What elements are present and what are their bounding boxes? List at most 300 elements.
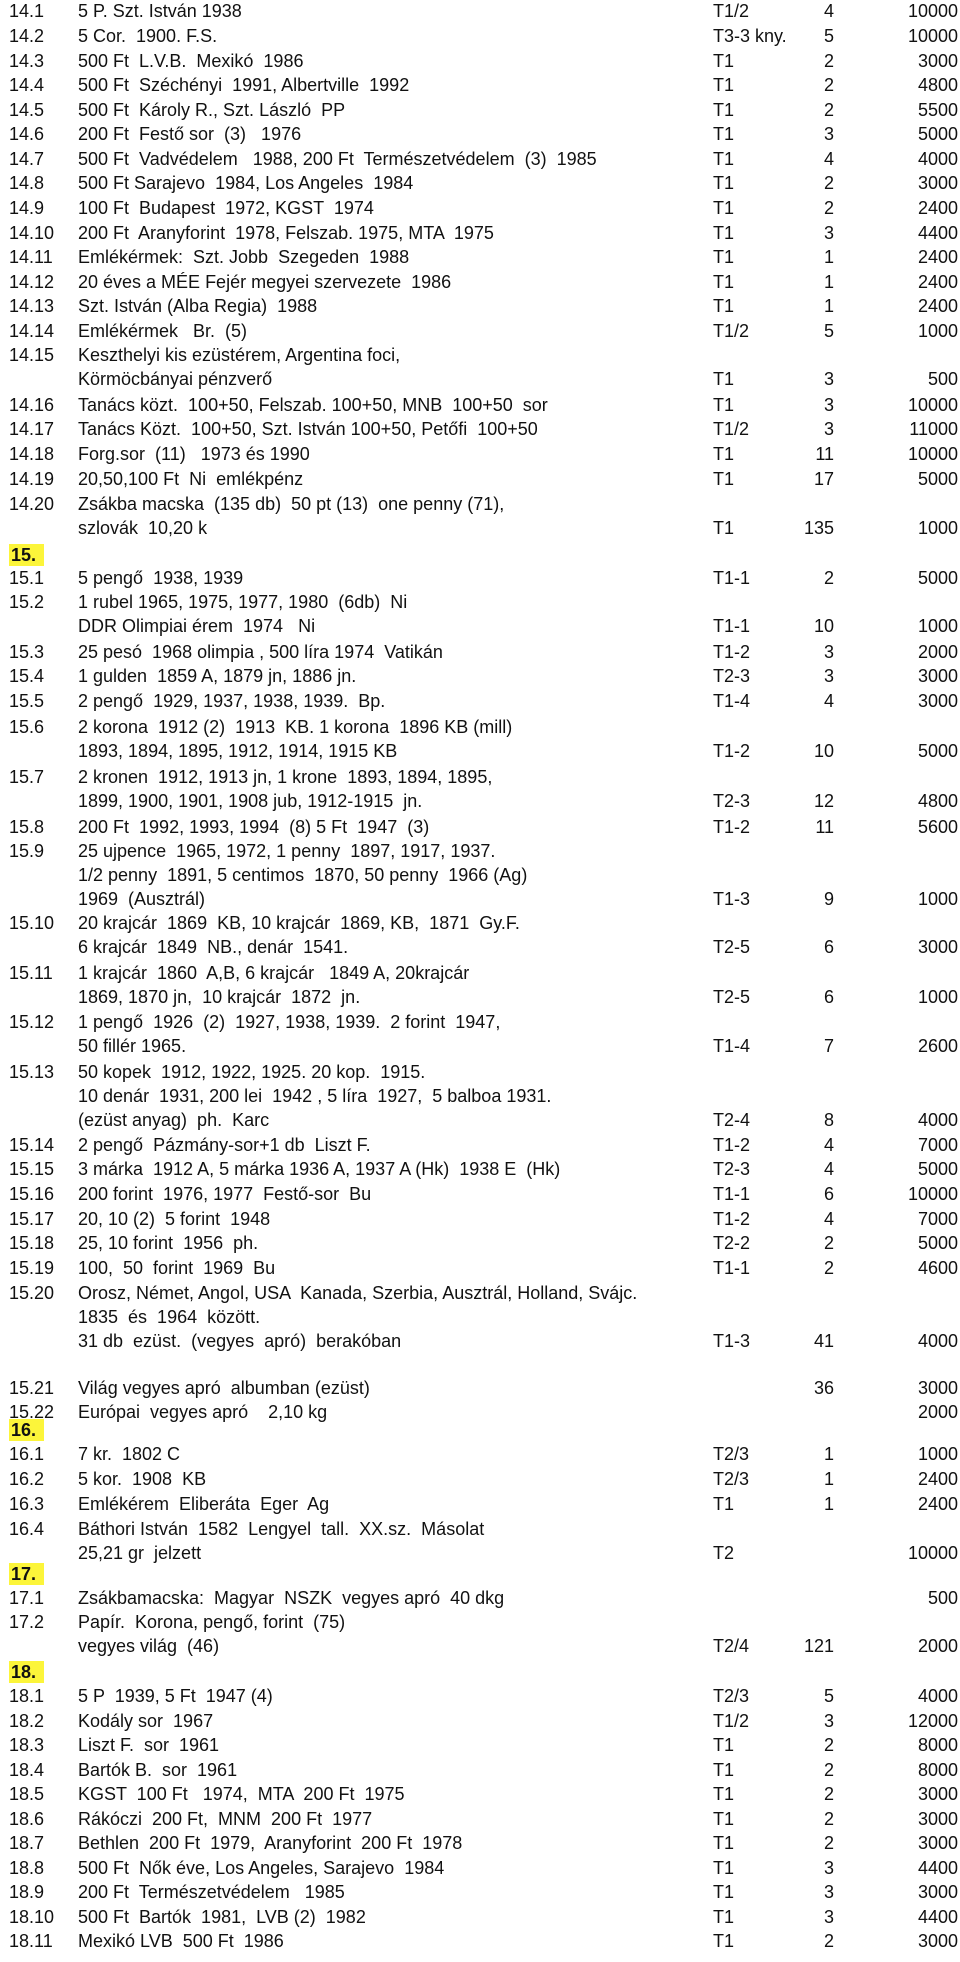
lot-description: Papír. Korona, pengő, forint (75) [78, 1612, 346, 1632]
lot-row [0, 716, 960, 764]
lot-description: 1969 (Ausztrál) [78, 889, 206, 909]
lot-grade: T1-2 [713, 741, 751, 761]
lot-number: 16.2 [9, 1469, 45, 1489]
lot-row [0, 1158, 960, 1182]
lot-number: 15.15 [9, 1159, 55, 1179]
lot-number: 18.10 [9, 1907, 55, 1927]
lot-quantity: 1 [823, 1444, 834, 1464]
lot-description: Liszt F. sor 1961 [78, 1735, 220, 1755]
lot-row [0, 641, 960, 665]
lot-row [0, 1783, 960, 1807]
lot-price: 1000 [917, 616, 958, 636]
lot-description: Európai vegyes apró 2,10 kg [78, 1402, 328, 1422]
lot-quantity: 17 [813, 469, 834, 489]
lot-number: 14.4 [9, 75, 45, 95]
lot-description: Bethlen 200 Ft 1979, Aranyforint 200 Ft 1978 [78, 1833, 463, 1853]
lot-description: 20 krajcár 1869 KB, 10 krajcár 1869, KB, 1871 Gy.F. [78, 913, 520, 933]
lot-grade: T1-4 [713, 1036, 751, 1056]
lot-number: 15.16 [9, 1184, 55, 1204]
lot-price: 4000 [917, 1110, 958, 1130]
lot-number: 17.1 [9, 1588, 45, 1608]
lot-quantity: 5 [823, 321, 834, 341]
lot-quantity: 9 [823, 889, 834, 909]
lot-row [0, 1857, 960, 1881]
lot-quantity: 3 [823, 369, 834, 389]
section-marker-17: 17. [9, 1563, 44, 1585]
lot-row [0, 320, 960, 344]
lot-description: Emlékérmek Br. (5) [78, 321, 248, 341]
lot-price: 10000 [907, 1, 958, 21]
lot-number: 18.8 [9, 1858, 45, 1878]
lot-description: 2 pengő Pázmány-sor+1 db Liszt F. [78, 1135, 371, 1155]
lot-number: 16.4 [9, 1519, 45, 1539]
lot-grade: T1-3 [713, 1331, 751, 1351]
lot-row [0, 1710, 960, 1734]
lot-row [0, 1377, 960, 1401]
lot-description: DDR Olimpiai érem 1974 Ni [78, 616, 316, 636]
lot-price: 8000 [917, 1760, 958, 1780]
section-row-15 [0, 544, 960, 566]
lot-price: 5600 [917, 817, 958, 837]
lot-description: Kodály sor 1967 [78, 1711, 214, 1731]
lot-description: Tanács közt. 100+50, Felszab. 100+50, MNB 100+50 sor [78, 395, 548, 415]
lot-row [0, 222, 960, 246]
lot-description: Mexikó LVB 500 Ft 1986 [78, 1931, 284, 1951]
lot-grade: T1 [713, 1760, 735, 1780]
lot-price: 3000 [917, 666, 958, 686]
lot-grade: T1 [713, 173, 735, 193]
lot-quantity: 3 [823, 1907, 834, 1927]
lot-price: 3000 [917, 173, 958, 193]
lot-row [0, 1232, 960, 1256]
lot-price: 1000 [917, 889, 958, 909]
lot-grade: T1 [713, 1494, 735, 1514]
lot-description: Emlékérem Eliberáta Eger Ag [78, 1494, 330, 1514]
lot-price: 1000 [917, 987, 958, 1007]
lot-grade: T1 [713, 296, 735, 316]
lot-grade: T1/2 [713, 321, 750, 341]
lot-description: Világ vegyes apró albumban (ezüst) [78, 1378, 370, 1398]
lot-description: 25,21 gr jelzett [78, 1543, 202, 1563]
lot-quantity: 2 [823, 1809, 834, 1829]
lot-grade: T1-1 [713, 616, 751, 636]
lot-description: 3 márka 1912 A, 5 márka 1936 A, 1937 A (Hk) 1938 E (Hk) [78, 1159, 561, 1179]
section-row-18 [0, 1661, 960, 1683]
lot-row [0, 271, 960, 295]
lot-quantity: 4 [823, 149, 834, 169]
lot-grade: T2/4 [713, 1636, 750, 1656]
lot-row [0, 25, 960, 49]
lot-quantity: 1 [823, 296, 834, 316]
lot-description: KGST 100 Ft 1974, MTA 200 Ft 1975 [78, 1784, 405, 1804]
lot-row [0, 1134, 960, 1158]
lot-grade: T1 [713, 1931, 735, 1951]
lot-grade: T1 [713, 1882, 735, 1902]
lot-price: 4400 [917, 1858, 958, 1878]
lot-grade: T1 [713, 149, 735, 169]
lot-price: 10000 [907, 26, 958, 46]
lot-price: 12000 [907, 1711, 958, 1731]
lot-price: 1000 [917, 518, 958, 538]
lot-description: Szt. István (Alba Regia) 1988 [78, 296, 318, 316]
lot-grade: T2-5 [713, 987, 751, 1007]
section-row-17 [0, 1563, 960, 1585]
lot-grade: T2-3 [713, 791, 751, 811]
lot-grade: T1 [713, 1735, 735, 1755]
lot-number: 18.1 [9, 1686, 45, 1706]
lot-grade: T1 [713, 518, 735, 538]
lot-description: 5 Cor. 1900. F.S. [78, 26, 218, 46]
lot-price: 7000 [917, 1209, 958, 1229]
lot-number: 18.3 [9, 1735, 45, 1755]
lot-quantity: 6 [823, 987, 834, 1007]
lot-description: 500 Ft Bartók 1981, LVB (2) 1982 [78, 1907, 366, 1927]
lot-price: 11000 [909, 419, 958, 439]
lot-number: 15.13 [9, 1062, 55, 1082]
lot-description: 25 pesó 1968 olimpia , 500 líra 1974 Vatikán [78, 642, 443, 662]
lot-row [0, 443, 960, 467]
lot-description: 1 gulden 1859 A, 1879 jn, 1886 jn. [78, 666, 357, 686]
lot-description: 200 Ft 1992, 1993, 1994 (8) 5 Ft 1947 (3) [78, 817, 430, 837]
lot-description: Zsákba macska (135 db) 50 pt (13) one penny (71), [78, 494, 505, 514]
lot-price: 10000 [907, 395, 958, 415]
lot-grade: T1 [713, 395, 735, 415]
lot-description: 500 Ft Széchényi 1991, Albertville 1992 [78, 75, 410, 95]
lot-description: 200 forint 1976, 1977 Festő-sor Bu [78, 1184, 372, 1204]
lot-quantity: 2 [823, 198, 834, 218]
lot-price: 3000 [917, 1931, 958, 1951]
lot-grade: T1 [713, 444, 735, 464]
lot-row [0, 148, 960, 172]
lot-number: 14.7 [9, 149, 45, 169]
lot-description: 200 Ft Festő sor (3) 1976 [78, 124, 302, 144]
lot-description: Tanács Közt. 100+50, Szt. István 100+50, Petőfi 100+50 [78, 419, 538, 439]
lot-description: 25, 10 forint 1956 ph. [78, 1233, 259, 1253]
lot-number: 15.1 [9, 568, 45, 588]
lot-number: 14.13 [9, 296, 55, 316]
lot-description: 7 kr. 1802 C [78, 1444, 181, 1464]
lot-row [0, 1881, 960, 1905]
lot-grade: T3-3 kny. [713, 26, 787, 46]
lot-row [0, 1611, 960, 1659]
lot-quantity: 3 [823, 1858, 834, 1878]
lot-number: 14.20 [9, 494, 55, 514]
lot-description: 5 P 1939, 5 Ft 1947 (4) [78, 1686, 273, 1706]
lot-quantity: 2 [823, 100, 834, 120]
lot-number: 14.17 [9, 419, 55, 439]
lot-description: Forg.sor (11) 1973 és 1990 [78, 444, 310, 464]
lot-price: 1000 [917, 1444, 958, 1464]
lot-quantity: 3 [823, 395, 834, 415]
lot-grade: T1 [713, 75, 735, 95]
lot-row [0, 493, 960, 541]
lot-price: 2400 [917, 247, 958, 267]
lot-quantity: 12 [813, 791, 834, 811]
lot-grade: T1/2 [713, 1711, 750, 1731]
lot-description: Orosz, Német, Angol, USA Kanada, Szerbia, Ausztrál, Holland, Svájc. [78, 1283, 638, 1303]
lot-price: 500 [927, 369, 958, 389]
lot-number: 14.19 [9, 469, 55, 489]
lot-row [0, 0, 960, 24]
lot-quantity: 2 [823, 1784, 834, 1804]
lot-row [0, 197, 960, 221]
lot-price: 4000 [917, 149, 958, 169]
lot-row [0, 1930, 960, 1954]
lot-grade: T1-1 [713, 568, 751, 588]
lot-number: 15.14 [9, 1135, 55, 1155]
lot-description: Körmöcbányai pénzverő [78, 369, 273, 389]
lot-number: 14.2 [9, 26, 45, 46]
lot-number: 15.10 [9, 913, 55, 933]
lot-price: 5000 [917, 741, 958, 761]
lot-quantity: 2 [823, 75, 834, 95]
lot-price: 2400 [917, 296, 958, 316]
lot-price: 500 [927, 1588, 958, 1608]
section-marker-16: 16. [9, 1419, 44, 1441]
lot-description: 2 kronen 1912, 1913 jn, 1 krone 1893, 1894, 1895, [78, 767, 493, 787]
lot-grade: T1 [713, 272, 735, 292]
lot-grade: T1 [713, 100, 735, 120]
lot-quantity: 4 [823, 691, 834, 711]
lot-grade: T1/2 [713, 1, 750, 21]
lot-description: 1 krajcár 1860 A,B, 6 krajcár 1849 A, 20krajcár [78, 963, 470, 983]
lot-row [0, 1685, 960, 1709]
lot-grade: T1 [713, 469, 735, 489]
lot-quantity: 10 [813, 616, 834, 636]
lot-row [0, 74, 960, 98]
lot-price: 5500 [917, 100, 958, 120]
lot-row [0, 1468, 960, 1492]
lot-number: 15.3 [9, 642, 45, 662]
lot-quantity: 2 [823, 1833, 834, 1853]
lot-price: 5000 [917, 469, 958, 489]
lot-number: 14.6 [9, 124, 45, 144]
lot-number: 14.14 [9, 321, 55, 341]
lot-description: szlovák 10,20 k [78, 518, 208, 538]
lot-grade: T1-1 [713, 1258, 751, 1278]
lot-price: 4000 [917, 1331, 958, 1351]
lot-number: 15.17 [9, 1209, 55, 1229]
lot-description: 2 korona 1912 (2) 1913 KB. 1 korona 1896 KB (mill) [78, 717, 513, 737]
lot-description: 200 Ft Aranyforint 1978, Felszab. 1975, MTA 1975 [78, 223, 494, 243]
lot-grade: T2-3 [713, 1159, 751, 1179]
lot-quantity: 2 [823, 1760, 834, 1780]
lot-quantity: 2 [823, 1735, 834, 1755]
lot-row [0, 295, 960, 319]
lot-grade: T1 [713, 1784, 735, 1804]
lot-row [0, 1759, 960, 1783]
lot-row [0, 1257, 960, 1281]
lot-description: 500 Ft Vadvédelem 1988, 200 Ft Természetvédelem (3) 1985 [78, 149, 597, 169]
lot-number: 16.3 [9, 1494, 45, 1514]
lot-grade: T1 [713, 1809, 735, 1829]
lot-grade: T1-2 [713, 1135, 751, 1155]
lot-row [0, 912, 960, 960]
lot-grade: T1-2 [713, 1209, 751, 1229]
lot-description: 500 Ft Károly R., Szt. László PP [78, 100, 346, 120]
lot-number: 15.8 [9, 817, 45, 837]
lot-price: 3000 [917, 1833, 958, 1853]
lot-row [0, 1493, 960, 1517]
lot-price: 4600 [917, 1258, 958, 1278]
lot-quantity: 7 [823, 1036, 834, 1056]
lot-price: 3000 [917, 1378, 958, 1398]
lot-number: 15.22 [9, 1402, 55, 1422]
lot-price: 2000 [917, 1636, 958, 1656]
lot-row [0, 1443, 960, 1467]
lot-description: 200 Ft Természetvédelem 1985 [78, 1882, 345, 1902]
lot-row [0, 172, 960, 196]
lot-price: 4400 [917, 223, 958, 243]
lot-description: 10 denár 1931, 200 lei 1942 , 5 líra 1927, 5 balboa 1931. [78, 1086, 552, 1106]
lot-grade: T1-1 [713, 1184, 751, 1204]
lot-quantity: 1 [823, 247, 834, 267]
lot-quantity: 2 [823, 51, 834, 71]
lot-grade: T1 [713, 51, 735, 71]
lot-number: 14.10 [9, 223, 55, 243]
lot-price: 3000 [917, 1809, 958, 1829]
lot-number: 14.1 [9, 1, 45, 21]
lot-price: 3000 [917, 1784, 958, 1804]
lot-description: 1893, 1894, 1895, 1912, 1914, 1915 KB [78, 741, 398, 761]
lot-row [0, 690, 960, 714]
lot-number: 15.4 [9, 666, 45, 686]
lot-price: 3000 [917, 1882, 958, 1902]
lot-row [0, 1906, 960, 1930]
section-marker-15: 15. [9, 544, 44, 566]
lot-number: 18.2 [9, 1711, 45, 1731]
lot-quantity: 5 [823, 26, 834, 46]
lot-grade: T2/3 [713, 1686, 750, 1706]
lot-price: 4000 [917, 1686, 958, 1706]
lot-quantity: 5 [823, 1686, 834, 1706]
lot-quantity: 1 [823, 272, 834, 292]
lot-description: 1/2 penny 1891, 5 centimos 1870, 50 penny 1966 (Ag) [78, 865, 528, 885]
lot-description: Emlékérmek: Szt. Jobb Szegeden 1988 [78, 247, 410, 267]
lot-quantity: 4 [823, 1, 834, 21]
lot-number: 18.5 [9, 1784, 45, 1804]
lot-row [0, 1183, 960, 1207]
lot-price: 3000 [917, 937, 958, 957]
lot-grade: T1 [713, 1833, 735, 1853]
lot-grade: T1-4 [713, 691, 751, 711]
lot-description: (ezüst anyag) ph. Karc [78, 1110, 270, 1130]
lot-grade: T2-2 [713, 1233, 751, 1253]
lot-number: 14.11 [9, 247, 53, 267]
lot-price: 4400 [917, 1907, 958, 1927]
lot-description: 100, 50 forint 1969 Bu [78, 1258, 276, 1278]
lot-price: 10000 [907, 1184, 958, 1204]
lot-grade: T1 [713, 1907, 735, 1927]
lot-quantity: 6 [823, 937, 834, 957]
lot-number: 14.5 [9, 100, 45, 120]
lot-number: 18.4 [9, 1760, 45, 1780]
lot-description: Bartók B. sor 1961 [78, 1760, 238, 1780]
lot-quantity: 4 [823, 1209, 834, 1229]
lot-quantity: 4 [823, 1159, 834, 1179]
lot-description: 5 P. Szt. István 1938 [78, 1, 242, 21]
lot-grade: T2-5 [713, 937, 751, 957]
lot-row [0, 123, 960, 147]
lot-price: 2000 [917, 642, 958, 662]
lot-quantity: 36 [813, 1378, 834, 1398]
lot-description: 25 ujpence 1965, 1972, 1 penny 1897, 1917, 1937. [78, 841, 496, 861]
lot-quantity: 2 [823, 1931, 834, 1951]
lot-description: 20,50,100 Ft Ni emlékpénz [78, 469, 304, 489]
lot-row [0, 1734, 960, 1758]
lot-number: 15.9 [9, 841, 45, 861]
lot-price: 5000 [917, 124, 958, 144]
lot-quantity: 6 [823, 1184, 834, 1204]
lot-number: 15.20 [9, 1283, 55, 1303]
lot-number: 15.5 [9, 691, 45, 711]
lot-quantity: 11 [815, 817, 834, 837]
lot-row [0, 1518, 960, 1566]
lot-grade: T1-2 [713, 642, 751, 662]
lot-quantity: 8 [823, 1110, 834, 1130]
lot-grade: T1 [713, 198, 735, 218]
lot-description: vegyes világ (46) [78, 1636, 220, 1656]
lot-quantity: 2 [823, 173, 834, 193]
lot-number: 15.7 [9, 767, 45, 787]
lot-description: 1 pengő 1926 (2) 1927, 1938, 1939. 2 forint 1947, [78, 1012, 501, 1032]
lot-quantity: 1 [823, 1494, 834, 1514]
lot-price: 2400 [917, 1469, 958, 1489]
lot-row [0, 665, 960, 689]
lot-grade: T1 [713, 369, 735, 389]
lot-price: 10000 [907, 1543, 958, 1563]
lot-grade: T1 [713, 124, 735, 144]
lot-number: 14.16 [9, 395, 55, 415]
lot-number: 16.1 [9, 1444, 45, 1464]
lot-quantity: 3 [823, 1882, 834, 1902]
lot-quantity: 4 [823, 1135, 834, 1155]
lot-row [0, 344, 960, 392]
lot-quantity: 3 [823, 223, 834, 243]
lot-number: 15.6 [9, 717, 45, 737]
lot-grade: T1 [713, 1858, 735, 1878]
lot-description: 20 éves a MÉE Fejér megyei szervezete 1986 [78, 272, 452, 292]
lot-price: 4800 [917, 791, 958, 811]
lot-description: 31 db ezüst. (vegyes apró) berakóban [78, 1331, 402, 1351]
lot-quantity: 11 [815, 444, 834, 464]
lot-number: 15.2 [9, 592, 45, 612]
lot-number: 18.11 [9, 1931, 53, 1951]
lot-grade: T1-2 [713, 817, 751, 837]
lot-number: 14.18 [9, 444, 55, 464]
lot-number: 14.15 [9, 345, 55, 365]
lot-description: 1 rubel 1965, 1975, 1977, 1980 (6db) Ni [78, 592, 408, 612]
lot-grade: T2/3 [713, 1444, 750, 1464]
lot-quantity: 3 [823, 666, 834, 686]
lot-description: Báthori István 1582 Lengyel tall. XX.sz. Másolat [78, 1519, 485, 1539]
lot-quantity: 1 [823, 1469, 834, 1489]
lot-number: 15.18 [9, 1233, 55, 1253]
lot-number: 14.8 [9, 173, 45, 193]
lot-price: 1000 [917, 321, 958, 341]
lot-quantity: 3 [823, 1711, 834, 1731]
section-marker-18: 18. [9, 1661, 44, 1683]
lot-number: 14.9 [9, 198, 45, 218]
lot-description: 500 Ft Sarajevo 1984, Los Angeles 1984 [78, 173, 414, 193]
lot-description: 20, 10 (2) 5 forint 1948 [78, 1209, 271, 1229]
lot-number: 15.19 [9, 1258, 55, 1278]
lot-quantity: 3 [823, 419, 834, 439]
lot-row [0, 840, 960, 912]
lot-grade: T1/2 [713, 419, 750, 439]
lot-quantity: 2 [823, 1258, 834, 1278]
lot-price: 2400 [917, 272, 958, 292]
